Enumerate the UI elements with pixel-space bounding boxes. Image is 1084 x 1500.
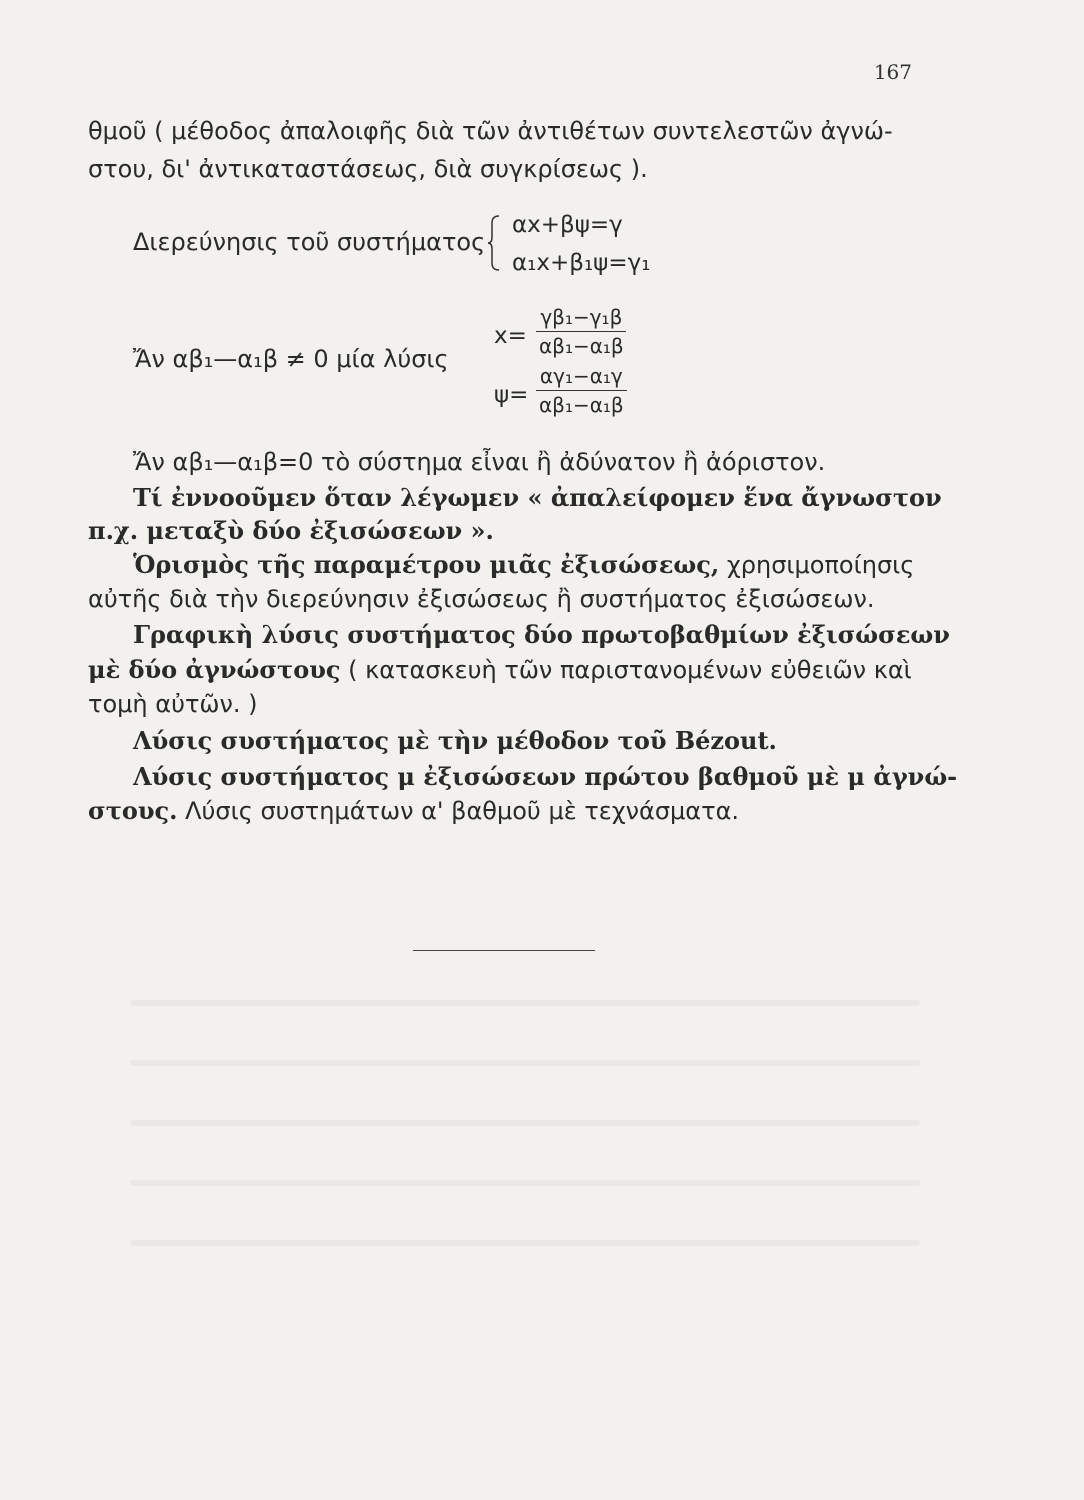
topic5-rest: Λύσις συστημάτων α' βαθμοῦ μὲ τεχνάσματα. xyxy=(177,797,740,825)
topic1-line1: Τί ἐννοοῦμεν ὅταν λέγωμεν « ἀπαλείφομεν ἕνα ἄγνωστον xyxy=(133,483,942,512)
topic3-line3: τομὴ αὐτῶν. ) xyxy=(88,690,258,718)
bleed-through-5 xyxy=(130,1240,920,1246)
x-denominator: αβ₁−α₁β xyxy=(539,334,624,358)
topic1-line2: π.χ. μεταξὺ δύο ἐξισώσεων ». xyxy=(88,516,494,545)
psi-denominator: αβ₁−α₁β xyxy=(539,393,624,417)
bleed-through-1 xyxy=(130,1000,920,1006)
system-label: Διερεύνησις τοῦ συστήματος xyxy=(133,228,486,256)
system-equation-1: αx+βψ=γ xyxy=(512,212,623,238)
topic3-bold: μὲ δύο ἀγνώστους xyxy=(88,655,341,684)
topic5-bold: στους. xyxy=(88,796,178,825)
topic3-line2 xyxy=(88,655,912,684)
psi-numerator: αγ₁−α₁γ xyxy=(536,364,627,391)
x-numerator: γβ₁−γ₁β xyxy=(536,305,626,332)
zero-determinant-line: Ἄν αβ₁—α₁β=0 τὸ σύστημα εἶναι ἢ ἀδύνατον ἢ ἀόριστον. xyxy=(133,448,826,476)
solution-condition: Ἄν αβ₁—α₁β ≠ 0 μία λύσις xyxy=(133,345,449,373)
bleed-through-4 xyxy=(130,1180,920,1186)
system-equation-2: α₁x+β₁ψ=γ₁ xyxy=(512,250,651,276)
paragraph1-line2: στου, δι' ἀντικαταστάσεως, διὰ συγκρίσεως ). xyxy=(88,155,648,183)
psi-label: ψ= xyxy=(494,382,529,408)
topic2-rest: χρησιμοποίησις xyxy=(719,551,915,579)
x-fraction xyxy=(535,305,628,358)
topic2-line1 xyxy=(133,550,914,579)
x-label: x= xyxy=(494,323,527,349)
topic2-line2: αὐτῆς διὰ τὴν διερεύνησιν ἐξισώσεως ἢ συστήματος ἐξισώσεων. xyxy=(88,585,875,613)
topic5-line1: Λύσις συστήματος μ ἐξισώσεων πρώτου βαθμοῦ μὲ μ ἀγνώ- xyxy=(133,762,958,791)
topic4-line: Λύσις συστήματος μὲ τὴν μέθοδον τοῦ Bézout. xyxy=(133,726,777,755)
topic3-line1: Γραφικὴ λύσις συστήματος δύο πρωτοβαθμίων ἐξισώσεων xyxy=(133,620,950,649)
topic3-rest: ( κατασκευὴ τῶν παριστανομένων εὐθειῶν καὶ xyxy=(340,656,912,684)
topic2-bold: Ὁρισμὸς τῆς παραμέτρου μιᾶς ἐξισώσεως, xyxy=(133,550,720,579)
page-number: 167 xyxy=(873,60,912,84)
left-brace-icon xyxy=(487,215,501,271)
bleed-through-2 xyxy=(130,1060,920,1066)
paragraph1-line1: θμοῦ ( μέθοδος ἀπαλοιφῆς διὰ τῶν ἀντιθέτων συντελεστῶν ἀγνώ- xyxy=(88,117,893,145)
section-divider xyxy=(413,950,595,951)
bleed-through-3 xyxy=(130,1120,920,1126)
topic5-line2 xyxy=(88,796,739,825)
psi-fraction xyxy=(535,364,628,417)
